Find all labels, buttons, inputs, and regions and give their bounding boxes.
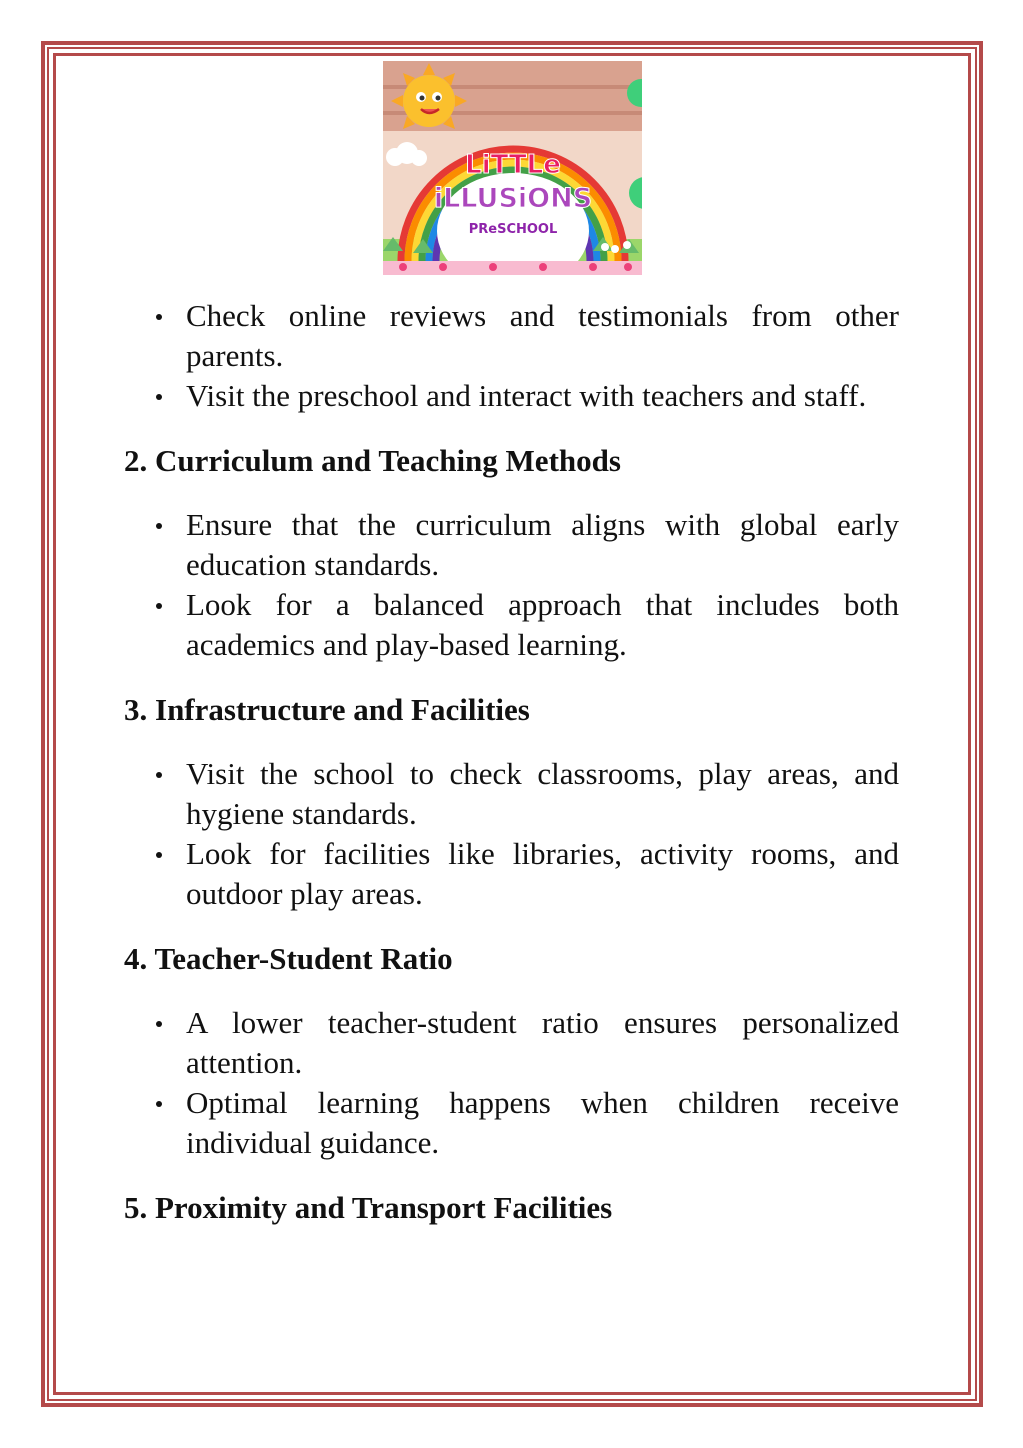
bullet-icon <box>156 852 162 858</box>
document-body <box>124 296 899 1252</box>
list-item <box>124 834 899 914</box>
bullet-icon <box>156 523 162 529</box>
bullet-icon <box>156 314 162 320</box>
bullet-icon <box>156 1021 162 1027</box>
preschool-logo <box>383 61 642 275</box>
svg-text:LiTTLe <box>465 150 561 180</box>
infrastructure-bullet-list <box>124 754 899 914</box>
bullet-icon <box>156 394 162 400</box>
list-item-text: Look for facilities like libraries, activity rooms, and outdoor play areas. <box>186 836 899 911</box>
section-heading-transport: 5. Proximity and Transport Facilities <box>124 1190 613 1225</box>
list-item <box>124 296 899 376</box>
list-item-text: Check online reviews and testimonials from other parents. <box>186 298 899 373</box>
svg-text:iLLUSiONS <box>434 183 592 214</box>
list-item <box>124 505 899 585</box>
list-item-text: Ensure that the curriculum aligns with global early education standards. <box>186 507 899 582</box>
logo-word-illusions: iLLUSiONS <box>433 183 593 214</box>
list-item-text: A lower teacher-student ratio ensures personalized attention. <box>186 1005 899 1080</box>
section-heading-curriculum: 2. Curriculum and Teaching Methods <box>124 443 621 478</box>
section-heading-ratio: 4. Teacher-Student Ratio <box>124 941 453 976</box>
list-item-text: Optimal learning happens when children receive individual guidance. <box>186 1085 899 1160</box>
curriculum-bullet-list <box>124 505 899 665</box>
list-item <box>124 585 899 665</box>
ratio-bullet-list <box>124 1003 899 1163</box>
section-heading-infrastructure: 3. Infrastructure and Facilities <box>124 692 530 727</box>
bullet-icon <box>156 772 162 778</box>
list-item <box>124 1003 899 1083</box>
list-item <box>124 754 899 834</box>
bullet-icon <box>156 1101 162 1107</box>
list-item-text: Look for a balanced approach that includes both academics and play-based learning. <box>186 587 899 662</box>
svg-text:PReSCHOOL <box>469 222 558 237</box>
list-item <box>124 1083 899 1163</box>
logo-word-preschool: PReSCHOOL <box>468 222 558 237</box>
logo-word-little: LiTTLe <box>465 150 561 180</box>
bullet-icon <box>156 603 162 609</box>
list-item-text: Visit the school to check classrooms, play areas, and hygiene standards. <box>186 756 899 831</box>
intro-bullet-list <box>124 296 899 416</box>
list-item-text: Visit the preschool and interact with teachers and staff. <box>186 378 867 413</box>
list-item <box>124 376 899 416</box>
